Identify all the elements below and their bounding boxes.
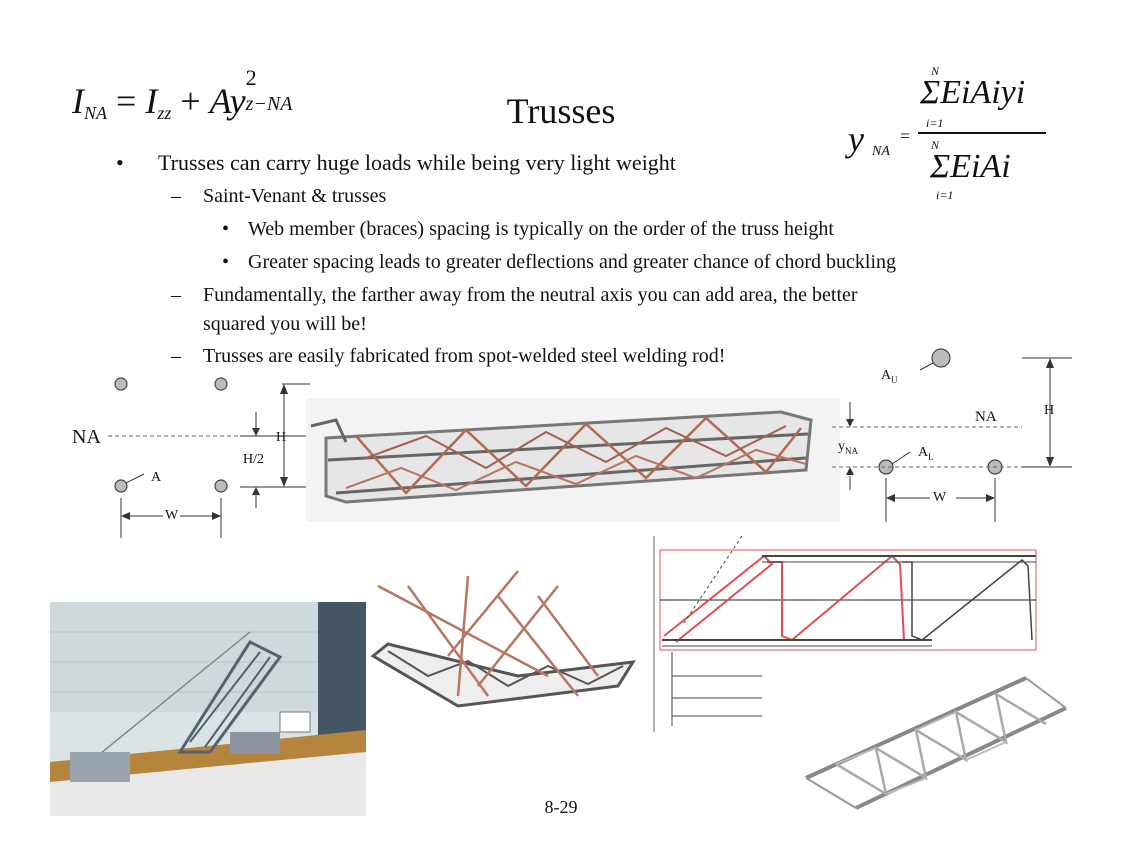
right-width-label: W [933, 490, 947, 505]
chord-circle-bottom-left [115, 480, 127, 492]
left-h2-label: H/2 [243, 452, 264, 467]
test-rig-photo [50, 602, 366, 816]
left-section-diagram [60, 368, 320, 548]
bullet-5: – Fundamentally, the farther away from the neutral axis you can add area, the better [171, 284, 858, 306]
page-number: 8-29 [544, 797, 578, 817]
right-h-label: H [1044, 403, 1055, 418]
lower-area-label: $A_L$ [918, 445, 934, 462]
bullet-2: – Saint-Venant & trusses [171, 185, 387, 207]
yna-label: $y_{NA}$ [838, 439, 858, 456]
left-width-label: W [165, 508, 179, 523]
chord-circle-top-right [215, 378, 227, 390]
right-na-label: NA [975, 409, 997, 425]
parallel-axis-equation: $I_{NA} = I_{zz} + Ay$ 2 z−NA [72, 65, 293, 123]
left-area-label: A [151, 470, 162, 485]
chord-circle-top-left [115, 378, 127, 390]
neutral-axis-equation: y NA = N ΣEiAiyi i=1 N ΣEiAi i=1 [848, 64, 1058, 204]
buckled-truss-photo [368, 566, 636, 716]
bullet-5-continued: squared you will be! [203, 313, 367, 335]
bullet-1: • Trusses can carry huge loads while being very light weight [116, 150, 676, 175]
bullet-3: • Web member (braces) spacing is typically on the order of the truss height [222, 218, 834, 240]
chord-circle-bottom-right [215, 480, 227, 492]
left-na-label: NA [72, 426, 101, 448]
slide-title: Trusses [506, 91, 616, 131]
bullet-6: – Trusses are easily fabricated from spot-welded steel welding rod! [171, 345, 726, 367]
left-h-label: H [276, 430, 287, 445]
bullet-4: • Greater spacing leads to greater deflections and greater chance of chord buckling [222, 251, 897, 273]
upper-area-label: $A_U$ [881, 368, 898, 385]
right-section-diagram [832, 340, 1112, 540]
truss-photo [306, 398, 840, 522]
upper-chord-circle [932, 349, 950, 367]
